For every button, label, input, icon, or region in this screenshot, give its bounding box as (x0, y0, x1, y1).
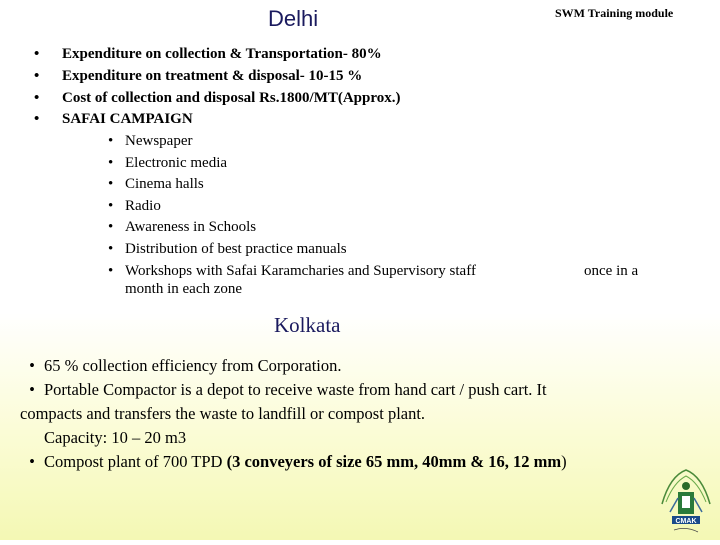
delhi-sub-bullet-2: • Electronic media (108, 155, 228, 171)
delhi-sub-bullet-1: • Newspaper (108, 133, 193, 149)
delhi-bullet-4: • SAFAI CAMPAIGN (34, 111, 193, 127)
module-label: SWM Training module (555, 6, 674, 20)
conveyer-details: (3 conveyers of size 65 mm, 40mm & 16, 12 mm (226, 452, 562, 471)
kolkata-bullet-2-continuation: compacts and transfers the waste to landfill or compost plant. (20, 404, 426, 423)
delhi-sub-bullet-4: • Radio (108, 198, 161, 214)
delhi-sub-bullet-7: • Workshops with Safai Karamcharies and Supervisory staff (108, 263, 476, 279)
delhi-sub-bullet-3: • Cinema halls (108, 176, 204, 192)
capacity-line: Capacity: 10 – 20 m3 (44, 428, 187, 447)
delhi-sub-bullet-5: • Awareness in Schools (108, 219, 257, 235)
kolkata-bullet-3: • Compost plant of 700 TPD (3 conveyers of size 65 mm, 40mm & 16, 12 mm) (29, 452, 567, 471)
logo-text: CMAK (675, 518, 697, 525)
kolkata-bullet-2: • Portable Compactor is a depot to receive waste from hand cart / push cart. It (29, 380, 547, 399)
section-title-delhi: Delhi (268, 6, 319, 31)
workshop-continuation: month in each zone (125, 281, 243, 297)
cmak-logo-icon (652, 464, 720, 540)
delhi-bullet-3: • Cost of collection and disposal Rs.1800/MT(Approx.) (34, 90, 401, 106)
section-title-kolkata: Kolkata (274, 313, 341, 337)
delhi-bullet-2: • Expenditure on treatment & disposal- 10-15 % (34, 68, 363, 84)
kolkata-bullet-1: • 65 % collection efficiency from Corporation. (29, 356, 342, 375)
delhi-bullet-1: • Expenditure on collection & Transportation- 80% (34, 46, 382, 62)
workshop-frequency: once in a (584, 263, 639, 279)
delhi-sub-bullet-6: • Distribution of best practice manuals (108, 241, 347, 257)
